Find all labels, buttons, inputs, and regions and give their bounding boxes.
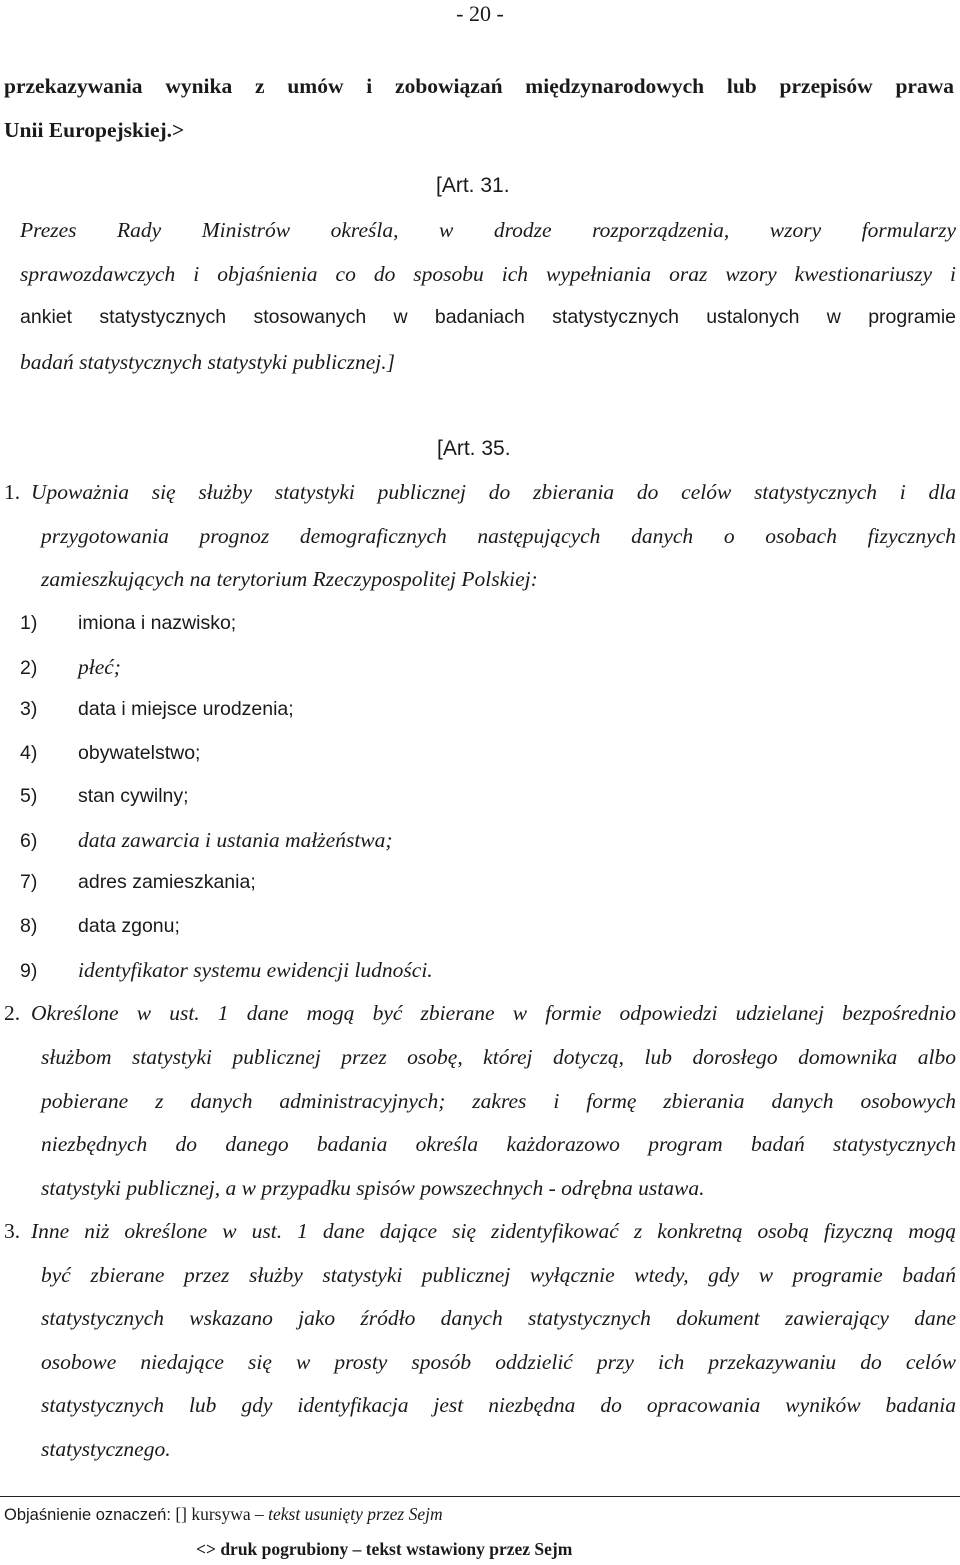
list-item-number: 8) — [20, 915, 38, 937]
art-31-line-4: badań statystycznych statystyki publicznej.] — [20, 350, 395, 374]
legend-inserted-mark: <> druk pogrubiony — [196, 1539, 349, 1559]
list-item — [20, 828, 393, 853]
art-35-p3-line-2: być zbierane przez służby statystyki publicznej wyłącznie wtedy, gdy w programie badań — [41, 1263, 956, 1287]
list-item-number: 9) — [20, 960, 38, 982]
list-item-text: adres zamieszkania; — [78, 871, 256, 893]
list-item — [20, 655, 121, 680]
list-item — [20, 958, 433, 983]
art-35-p1-number: 1. — [4, 480, 21, 504]
art-35-p3-number: 3. — [4, 1219, 21, 1243]
art-35-p3-line-1: Inne niż określone w ust. 1 dane dające się zidentyfikować z konkretną osobą fizyczną mogą — [31, 1219, 956, 1243]
list-item-number: 5) — [20, 785, 38, 807]
legend-dash: – — [352, 1539, 362, 1559]
intro-line-2: Unii Europejskiej.> — [4, 118, 185, 142]
legend-dash: – — [255, 1504, 264, 1524]
footer-legend-line-2 — [196, 1539, 572, 1560]
art-35-p2-line-1: Określone w ust. 1 dane mogą być zbierane w formie odpowiedzi udzielanej bezpośrednio — [31, 1001, 956, 1025]
art-35-p2-line-3: pobierane z danych administracyjnych; zakres i formę zbierania danych osobowych — [41, 1089, 956, 1113]
list-item-number: 4) — [20, 742, 38, 764]
list-item — [20, 871, 256, 894]
art-35-p3-line-3: statystycznych wskazano jako źródło danych statystycznych dokument zawierający dane — [41, 1306, 956, 1330]
list-item-text: stan cywilny; — [78, 785, 189, 807]
list-item-text: obywatelstwo; — [78, 742, 201, 764]
art-35-p1-line-1: Upoważnia się służby statystyki publicznej do zbierania do celów statystycznych i dla — [31, 480, 956, 504]
art-35-p1-line-3: zamieszkujących na terytorium Rzeczypospolitej Polskiej: — [41, 567, 538, 591]
footer-label: Objaśnienie oznaczeń: — [4, 1506, 171, 1524]
art-35-heading: [Art. 35. — [437, 437, 511, 460]
footer-legend-line-1 — [4, 1504, 443, 1525]
art-35-p2-line-2: służbom statystyki publicznej przez osobę, której dotyczą, lub dorosłego domownika albo — [41, 1045, 956, 1069]
list-item-text: data i miejsce urodzenia; — [78, 698, 294, 720]
art-31-line-3: ankiet statystycznych stosowanych w badaniach statystycznych ustalonych w programie — [20, 306, 956, 328]
art-31-line-1: Prezes Rady Ministrów określa, w drodze rozporządzenia, wzory formularzy — [20, 218, 956, 242]
list-item — [20, 915, 180, 938]
art-35-p2-number: 2. — [4, 1001, 21, 1025]
list-item-text: data zgonu; — [78, 915, 180, 937]
legend-inserted-text: tekst wstawiony przez Sejm — [365, 1539, 573, 1559]
list-item — [20, 785, 189, 808]
list-item-text: płeć; — [78, 655, 121, 679]
art-35-p2-line-4: niezbędnych do danego badania określa każdorazowo program badań statystycznych — [41, 1132, 956, 1156]
art-35-p1-line-2: przygotowania prognoz demograficznych następujących danych o osobach fizycznych — [41, 524, 956, 548]
art-35-p3-line-6: statystycznego. — [41, 1437, 171, 1461]
art-35-p3-line-4: osobowe niedające się w prosty sposób oddzielić przy ich przekazywaniu do celów — [41, 1350, 956, 1374]
art-35-p2-line-5: statystyki publicznej, a w przypadku spisów powszechnych - odrębna ustawa. — [41, 1176, 705, 1200]
list-item-number: 3) — [20, 698, 38, 720]
art-31-line-2: sprawozdawczych i objaśnienia co do sposobu ich wypełniania oraz wzory kwestionariuszy i — [20, 262, 956, 286]
legend-removed-mark: [] kursywa — [175, 1504, 251, 1524]
list-item — [20, 612, 236, 635]
list-item — [20, 698, 294, 721]
page-number: - 20 - — [456, 1, 504, 26]
footer-divider — [0, 1496, 960, 1497]
art-35-p3-line-5: statystycznych lub gdy identyfikacja jest niezbędna do opracowania wyników badania — [41, 1393, 956, 1417]
list-item-text: imiona i nazwisko; — [78, 612, 237, 634]
list-item-text: data zawarcia i ustania małżeństwa; — [78, 828, 393, 852]
list-item — [20, 742, 200, 765]
art-31-heading: [Art. 31. — [436, 174, 510, 197]
list-item-text: identyfikator systemu ewidencji ludności. — [78, 958, 433, 982]
intro-line-1: przekazywania wynika z umów i zobowiązań międzynarodowych lub przepisów prawa — [4, 74, 954, 98]
list-item-number: 2) — [20, 657, 38, 679]
list-item-number: 7) — [20, 871, 38, 893]
list-item-number: 6) — [20, 830, 38, 852]
list-item-number: 1) — [20, 612, 38, 634]
legend-removed-text: tekst usunięty przez Sejm — [268, 1504, 443, 1524]
